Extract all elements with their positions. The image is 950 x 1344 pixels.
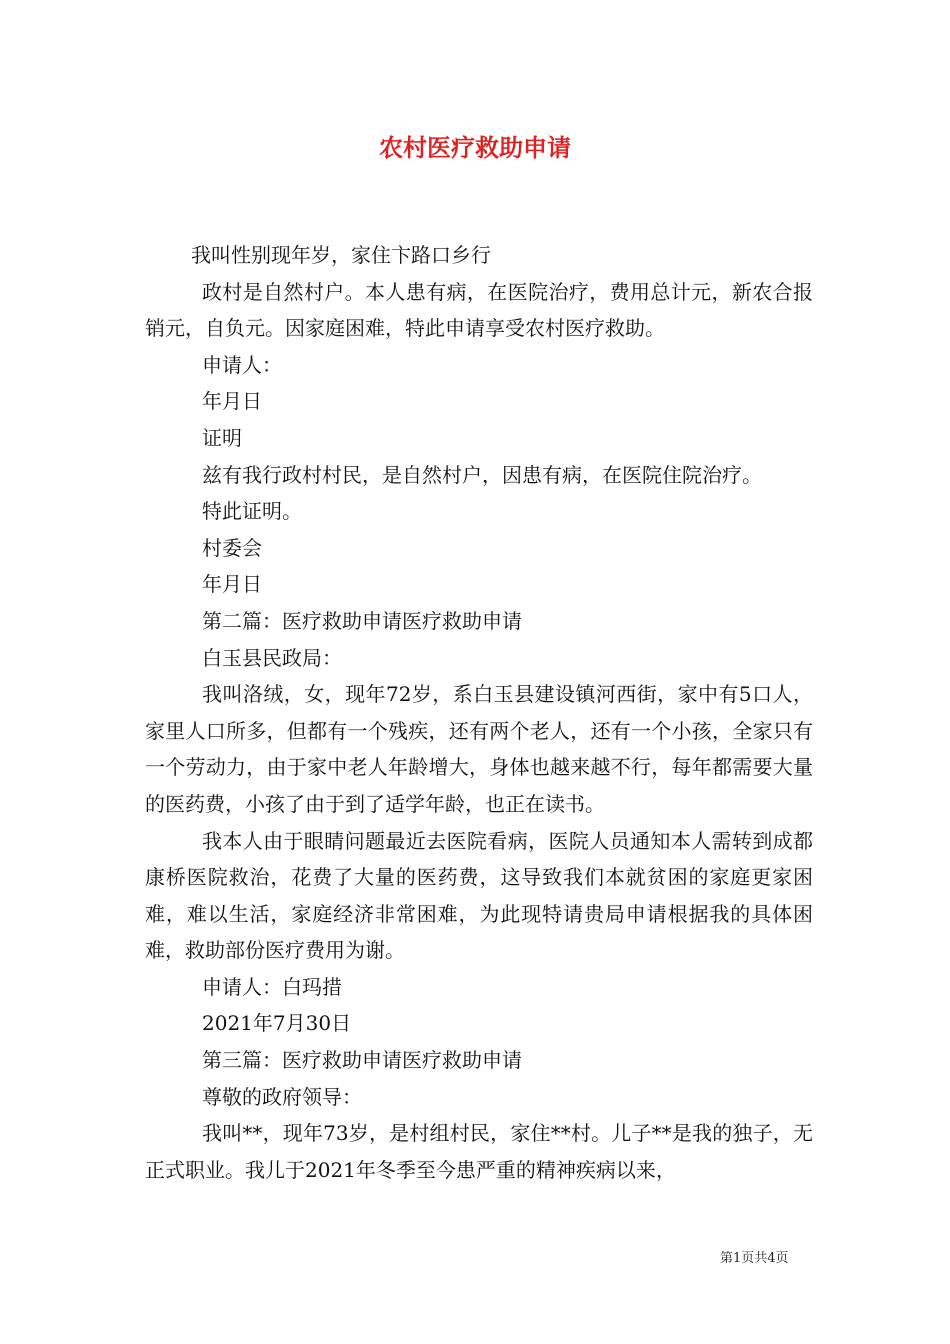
paragraph: 白玉县民政局：	[202, 645, 342, 670]
paragraph: 第二篇：医疗救助申请医疗救助申请	[202, 608, 522, 633]
paragraph: 我叫性别现年岁，家住卞路口乡行	[191, 243, 491, 267]
paragraph: 年月日	[202, 389, 262, 414]
document-body	[145, 237, 813, 1188]
paragraph: 证明	[202, 425, 242, 450]
paragraph: 特此证明。	[202, 499, 302, 524]
paragraph: 政村是自然村户。本人患有病，在医院治疗，费用总计元，新农合报销元，自负元。因家庭困难，特此申请享受农村医疗救助。	[145, 279, 813, 341]
paragraph: 年月日	[202, 572, 262, 597]
paragraph: 我叫**，现年73岁，是村组村民，家住**村。儿子**是我的独子，无正式职业。我儿于2021年冬季至今患严重的精神疾病以来，	[145, 1121, 813, 1182]
paragraph: 我叫洛绒，女，现年72岁，系白玉县建设镇河西街，家中有5口人，家里人口所多，但都有一个残疾，还有两个老人，还有一个小孩，全家只有一个劳动力，由于家中老人年龄增大，身体也越来越不行，每年都需要大量的医药费，小孩了由于到了适学年龄，也正在读书。	[145, 682, 813, 816]
paragraph: 第三篇：医疗救助申请医疗救助申请	[202, 1048, 522, 1073]
paragraph: 村委会	[202, 535, 262, 560]
paragraph: 尊敬的政府领导：	[202, 1084, 362, 1109]
page-number-footer: 第1页共4页	[720, 1251, 789, 1266]
paragraph: 兹有我行政村村民，是自然村户，因患有病，在医院住院治疗。	[202, 462, 762, 487]
paragraph: 2021年7月30日	[202, 1011, 352, 1036]
page-title: 农村医疗救助申请	[379, 133, 571, 162]
paragraph: 我本人由于眼睛问题最近去医院看病，医院人员通知本人需转到成都康桥医院救治，花费了大量的医药费，这导致我们本就贫困的家庭更家困难，难以生活，家庭经济非常困难，为此现特请贵局申请根据我的具体困难，救助部份医疗费用为谢。	[145, 828, 813, 963]
paragraph: 申请人：白玛措	[202, 974, 342, 999]
paragraph: 申请人：	[202, 352, 282, 377]
